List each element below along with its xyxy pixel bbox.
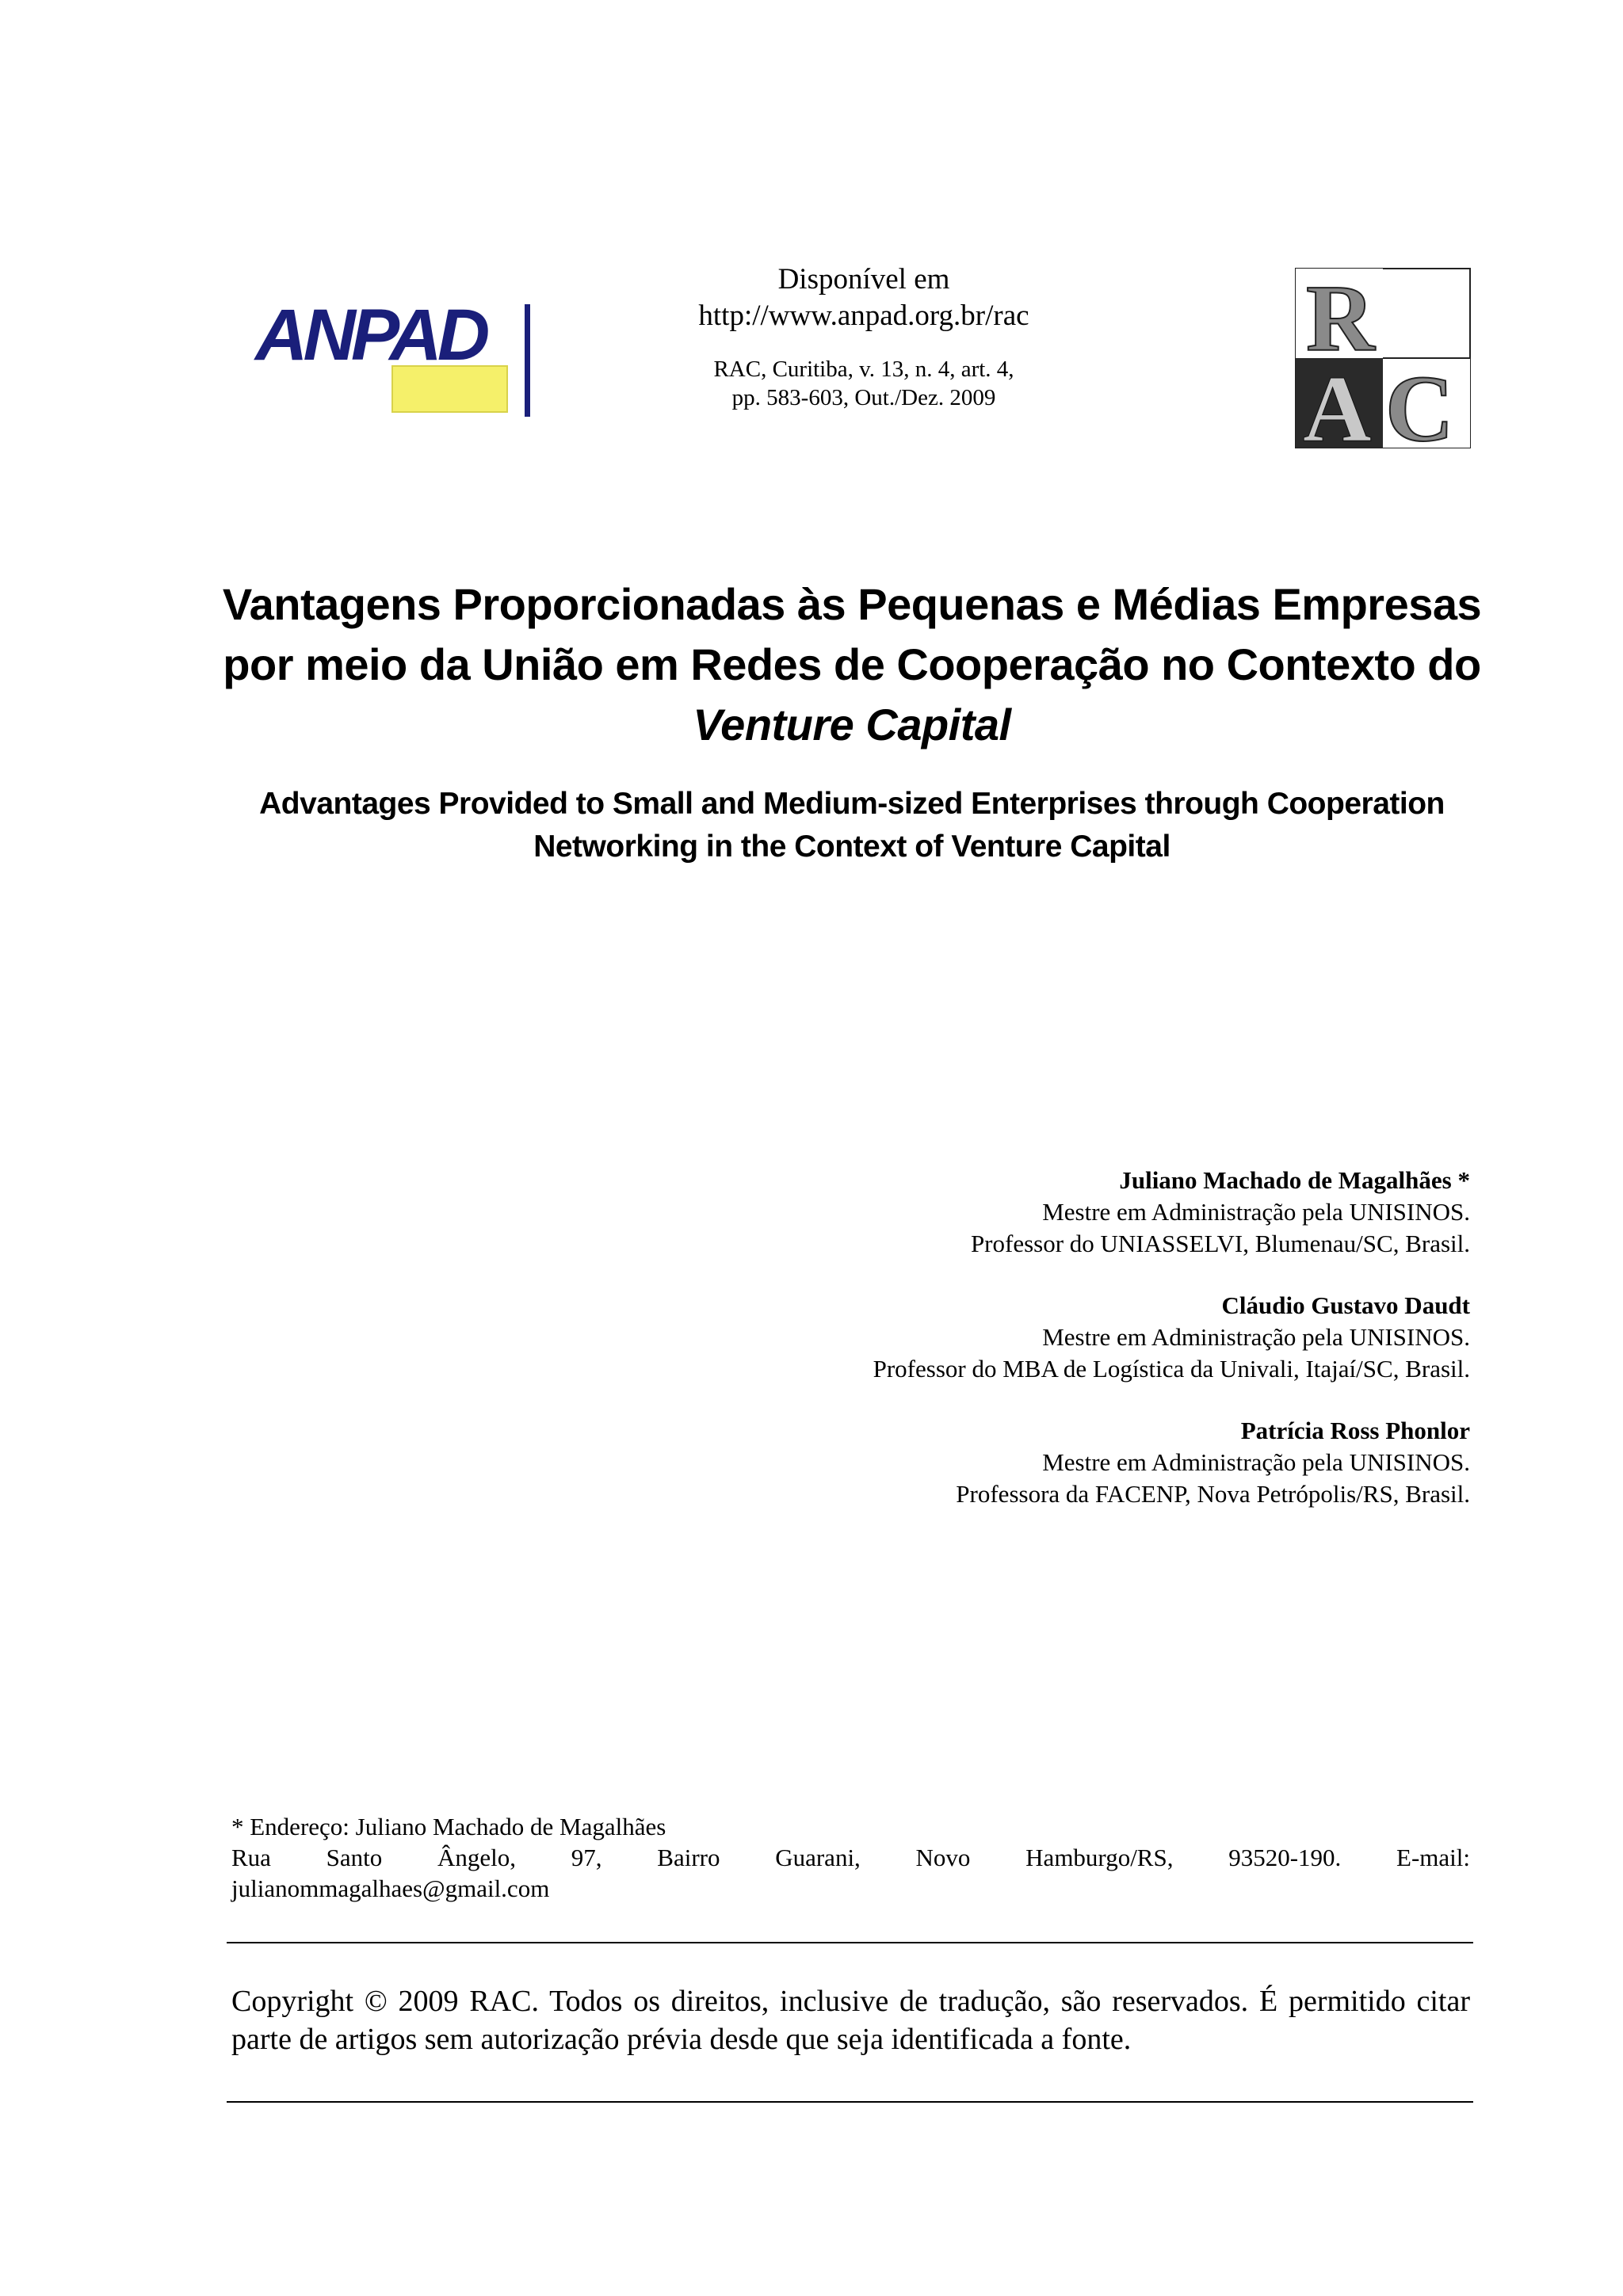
address-email[interactable]: julianommagalhaes@gmail.com: [231, 1875, 550, 1902]
article-title-english: Advantages Provided to Small and Medium-sized Enterprises through Cooperation Networking in the Context of Venture Capital: [259, 787, 1445, 864]
author-name: Juliano Machado de Magalhães *: [1119, 1166, 1470, 1194]
article-title-pt-main: Vantagens Proporcionadas às Pequenas e Médias Empresas por meio da União em Redes de Cooperação no Contexto do: [222, 579, 1482, 689]
author-block: [956, 1415, 1470, 1510]
author-name: Patrícia Ross Phonlor: [1240, 1417, 1470, 1444]
anpad-logo: [254, 295, 547, 429]
rac-logo-letter-c: C: [1385, 356, 1454, 448]
citation-line-2: pp. 583-603, Out./Dez. 2009: [731, 385, 996, 410]
rac-logo: [1295, 268, 1471, 448]
divider-top: [227, 1942, 1473, 1943]
author-affiliation: Professor do UNIASSELVI, Blumenau/SC, Brasil.: [970, 1230, 1470, 1257]
rac-logo-letter-a: A: [1303, 356, 1372, 448]
anpad-logo-text: ANPAD: [255, 295, 486, 376]
rac-logo-letter-r: R: [1306, 268, 1375, 371]
author-name: Cláudio Gustavo Daudt: [1221, 1291, 1470, 1319]
author-degree: Mestre em Administração pela UNISINOS.: [1042, 1198, 1470, 1226]
author-affiliation: Professor do MBA de Logística da Univali, Itajaí/SC, Brasil.: [873, 1355, 1470, 1383]
correspondence-address: [231, 1811, 1470, 1904]
author-degree: Mestre em Administração pela UNISINOS.: [1042, 1323, 1470, 1351]
address-line-1: * Endereço: Juliano Machado de Magalhães: [231, 1813, 666, 1840]
author-affiliation: Professora da FACENP, Nova Petrópolis/RS, Brasil.: [956, 1480, 1470, 1508]
journal-url[interactable]: http://www.anpad.org.br/rac: [698, 299, 1029, 332]
author-block: [971, 1165, 1470, 1260]
anpad-logo-bar: [525, 304, 530, 417]
author-degree: Mestre em Administração pela UNISINOS.: [1042, 1448, 1470, 1476]
address-line-2: Rua Santo Ângelo, 97, Bairro Guarani, Novo Hamburgo/RS, 93520-190. E-mail:: [231, 1844, 1470, 1871]
author-block: [873, 1290, 1470, 1385]
available-at-label: Disponível em: [777, 263, 950, 296]
article-title-pt-italic: Venture Capital: [693, 700, 1011, 749]
divider-bottom: [227, 2101, 1473, 2103]
journal-header-info: [650, 261, 1078, 412]
citation-line-1: RAC, Curitiba, v. 13, n. 4, art. 4,: [713, 357, 1014, 382]
copyright-notice: Copyright © 2009 RAC. Todos os direitos, inclusive de tradução, são reservados. É permitido citar parte de artigos sem autorização prévia desde que seja identificada a fonte.: [231, 1985, 1470, 2056]
article-title-portuguese: [190, 574, 1514, 755]
